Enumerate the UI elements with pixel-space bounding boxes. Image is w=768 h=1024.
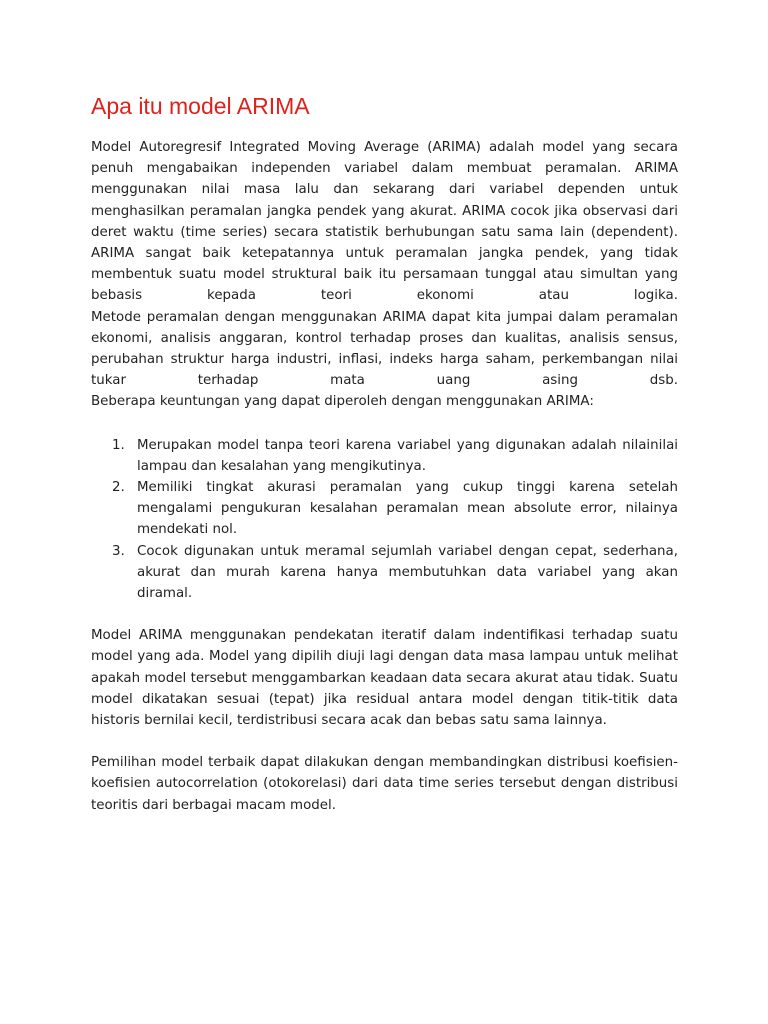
paragraph-advantages-intro: Beberapa keuntungan yang dapat diperoleh dengan menggunakan ARIMA: xyxy=(91,394,594,410)
list-item-number: 3. xyxy=(112,543,125,559)
list-item-text: Memiliki tingkat akurasi peramalan yang cukup tinggi karena setelah mengalami pengukuran kesalahan peramalan mean absolute error, nilainya mendekati nol. xyxy=(137,480,678,538)
list-item xyxy=(91,477,678,541)
paragraph-model-selection: Pemilihan model terbaik dapat dilakukan dengan membandingkan distribusi koefisien-koefisien autocorrelation (otokorelasi) dari data time series tersebut dengan distribusi teoritis dari berbagai macam model. xyxy=(91,755,678,813)
paragraph-iterative-approach: Model ARIMA menggunakan pendekatan iteratif dalam indentifikasi terhadap suatu model yang ada. Model yang dipilih diuji lagi dengan data masa lampau untuk melihat apakah model tersebut menggambarkan keadaan data secara akurat atau tidak. Suatu model dikatakan sesuai (tepat) jika residual antara model dengan titik-titik data historis bernilai kecil, terdistribusi secara acak dan bebas satu sama lainnya. xyxy=(91,628,678,729)
paragraph-arima-definition: Model Autoregresif Integrated Moving Average (ARIMA) adalah model yang secara penuh mengabaikan independen variabel dalam membuat peramalan. ARIMA menggunakan nilai masa lalu dan sekarang dari variabel dependen untuk menghasilkan peramalan jangka pendek yang akurat. ARIMA cocok jika observasi dari deret waktu (time series) secara statistik berhubungan satu sama lain (dependent). ARIMA sangat baik ketepatannya untuk peramalan jangka pendek, yang tidak membentuk suatu model struktural baik itu persamaan tunggal atau simultan yang bebasis kepada teori ekonomi atau logika. xyxy=(91,140,678,304)
list-item-number: 2. xyxy=(112,480,125,496)
page-title: Apa itu model ARIMA xyxy=(91,93,310,119)
document-content xyxy=(91,92,678,816)
paragraph-arima-applications: Metode peramalan dengan menggunakan ARIMA dapat kita jumpai dalam peramalan ekonomi, analisis anggaran, kontrol terhadap proses dan kualitas, analisis sensus, perubahan struktur harga industri, inflasi, indeks harga saham, perkembangan nilai tukar terhadap mata uang asing dsb. xyxy=(91,309,678,389)
list-item-text: Merupakan model tanpa teori karena variabel yang digunakan adalah nilainilai lampau dan kesalahan yang mengikutinya. xyxy=(137,437,678,474)
list-item-number: 1. xyxy=(112,437,125,453)
list-item xyxy=(91,541,678,605)
list-item xyxy=(91,435,678,477)
list-item-text: Cocok digunakan untuk meramal sejumlah variabel dengan cepat, sederhana, akurat dan murah karena hanya membutuhkan data variabel yang akan diramal. xyxy=(137,543,678,602)
advantages-list xyxy=(91,435,678,605)
